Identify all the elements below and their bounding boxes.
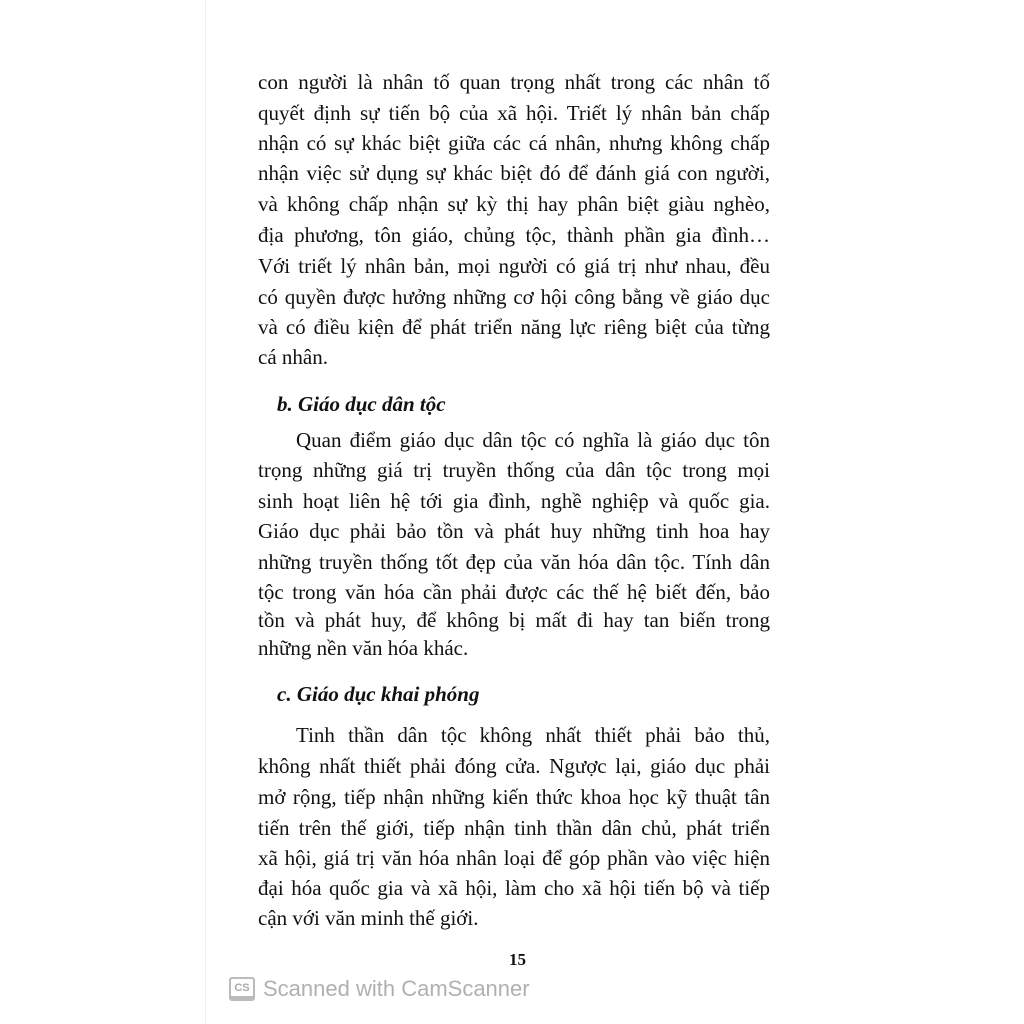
text-line: con người là nhân tố quan trọng nhất trong các nhân tố [258,70,770,94]
text-line: mở rộng, tiếp nhận những kiến thức khoa học kỹ thuật tân [258,785,770,809]
camscanner-logo-icon: CS [229,977,255,1001]
section-heading-c: c. Giáo dục khai phóng [277,682,480,706]
text-line: những truyền thống tốt đẹp của văn hóa dân tộc. Tính dân [258,550,770,574]
text-line: tiến trên thế giới, tiếp nhận tinh thần dân chủ, phát triển [258,816,770,840]
text-line: những nền văn hóa khác. [258,636,469,660]
section-heading-b: b. Giáo dục dân tộc [277,392,446,416]
text-line: tồn và phát huy, để không bị mất đi hay tan biến trong [258,608,770,632]
camscanner-watermark [229,976,530,1002]
text-line: tộc trong văn hóa cần phải được các thế hệ biết đến, bảo [258,580,770,604]
text-line: Giáo dục phải bảo tồn và phát huy những tinh hoa hay [258,519,770,543]
text-line: cá nhân. [258,345,328,369]
text-line: và có điều kiện để phát triển năng lực riêng biệt của từng [258,315,770,339]
watermark-text: Scanned with CamScanner [263,976,530,1001]
text-line: Tinh thần dân tộc không nhất thiết phải bảo thủ, [296,723,770,747]
text-line: cận với văn minh thế giới. [258,906,479,930]
text-line: và không chấp nhận sự kỳ thị hay phân biệt giàu nghèo, [258,192,770,216]
text-line: xã hội, giá trị văn hóa nhân loại để góp phần vào việc hiện [258,846,770,870]
page-edge [205,0,206,1024]
text-line: Với triết lý nhân bản, mọi người có giá trị như nhau, đều [258,254,770,278]
text-line: không nhất thiết phải đóng cửa. Ngược lại, giáo dục phải [258,754,770,778]
text-line: có quyền được hưởng những cơ hội công bằng về giáo dục [258,285,770,309]
text-line: Quan điểm giáo dục dân tộc có nghĩa là giáo dục tôn [296,428,770,452]
text-line: đại hóa quốc gia và xã hội, làm cho xã hội tiến bộ và tiếp [258,876,770,900]
text-line: quyết định sự tiến bộ của xã hội. Triết lý nhân bản chấp [258,101,770,125]
text-line: địa phương, tôn giáo, chủng tộc, thành phần gia đình… [258,223,770,247]
text-line: nhận có sự khác biệt giữa các cá nhân, nhưng không chấp [258,131,770,155]
text-line: sinh hoạt liên hệ tới gia đình, nghề nghiệp và quốc gia. [258,489,770,513]
text-line: trọng những giá trị truyền thống của dân tộc trong mọi [258,458,770,482]
page-number: 15 [509,950,526,969]
text-line: nhận việc sử dụng sự khác biệt đó để đánh giá con người, [258,161,770,185]
